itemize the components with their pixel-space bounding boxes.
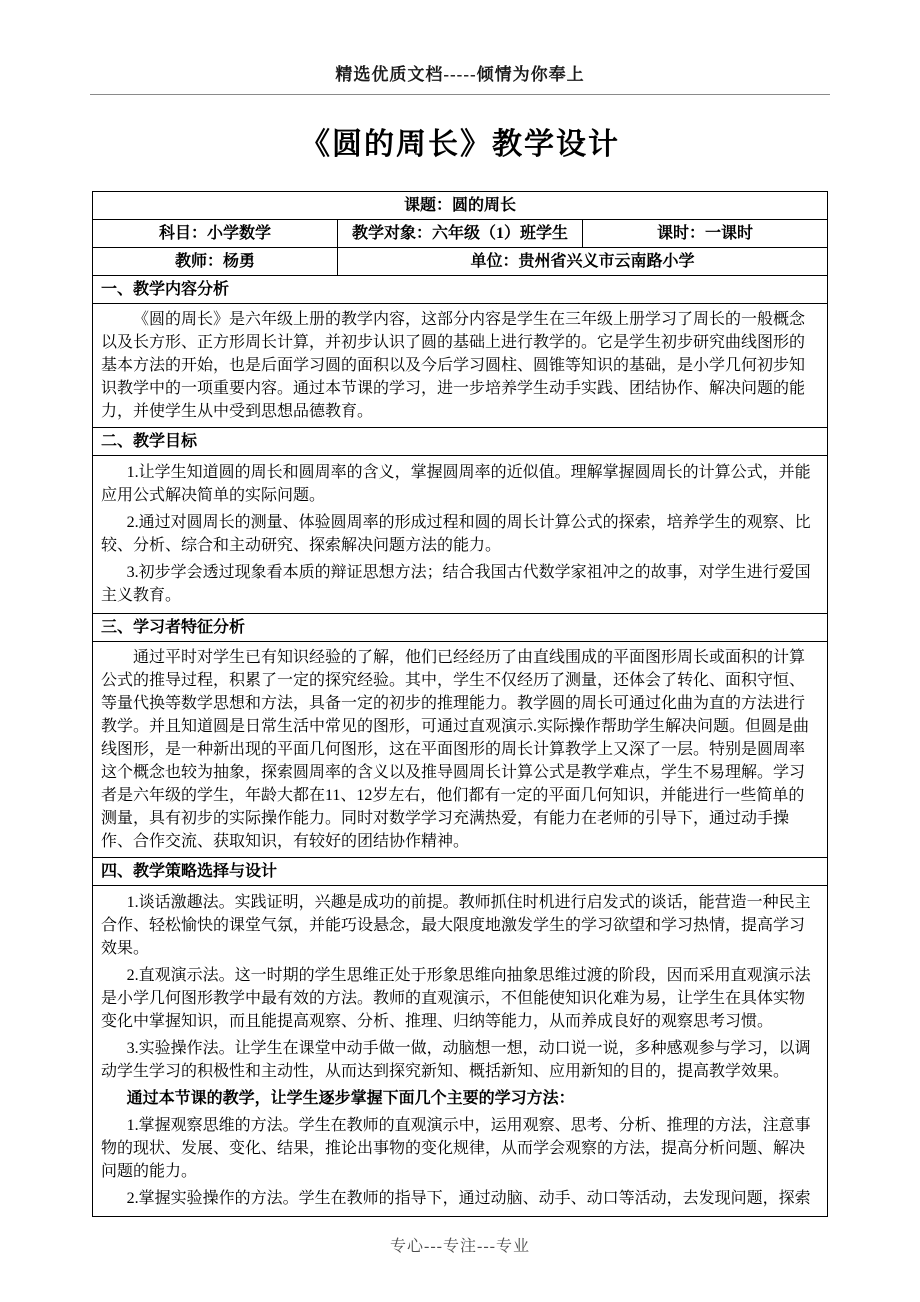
strategy-1: 1.谈话激趣法。实践证明，兴趣是成功的前提。教师抓住时机进行启发式的谈话，能营造一种民主合作、轻松愉快的课堂气氛，并能巧设悬念，最大限度地激发学生的学习欲望和学习热情，提高学习效果。 [101, 894, 811, 957]
page-title: 《圆的周长》教学设计 [300, 128, 620, 161]
section-heading-content-analysis: 一、教学内容分析 [93, 276, 828, 304]
learning-methods-intro: 通过本节课的教学，让学生逐步掌握下面几个主要的学习方法： [126, 1090, 575, 1107]
strategy-2: 2.直观演示法。这一时期的学生思维正处于形象思维向抽象思维过渡的阶段，因而采用直观演示法是小学几何图形教学中最有效的方法。教师的直观演示，不但能使知识化难为易，让学生在具体实物变化中掌握知识，而且能提高观察、分析、推理、归纳等能力，从而养成良好的观察思考习惯。 [101, 967, 811, 1030]
table-row-topic [93, 192, 828, 220]
unit-cell: 单位：贵州省兴义市云南路小学 [338, 248, 828, 276]
table-row-section-1-body [93, 304, 828, 428]
doc-footer-text: 专心---专注---专业 [390, 1238, 530, 1255]
section-body-content-analysis [93, 304, 828, 428]
doc-header-text: 精选优质文档-----倾情为你奉上 [335, 65, 585, 84]
table-row-section-1-heading [93, 276, 828, 304]
table-row-section-4-heading [93, 858, 828, 886]
section-heading-strategy-design: 四、教学策略选择与设计 [93, 858, 828, 886]
content-analysis-paragraph: 《圆的周长》是六年级上册的教学内容，这部分内容是学生在三年级上册学习了周长的一般概念以及长方形、正方形周长计算，并初步认识了圆的基础上进行教学的。它是学生初步研究曲线图形的基本方法的开始，也是后面学习圆的面积以及今后学习圆柱、圆锥等知识的基础，是小学几何初步知识教学中的一项重要内容。通过本节课的学习，进一步培养学生动手实践、团结协作、解决问题的能力，并使学生从中受到思想品德教育。 [101, 311, 806, 420]
section-heading-teaching-goals: 二、教学目标 [93, 428, 828, 456]
table-row-section-2-heading [93, 428, 828, 456]
header-divider [90, 94, 830, 95]
learning-method-2: 2.掌握实验操作的方法。学生在教师的指导下，通过动脑、动手、动口等活动，去发现问题，探索 [126, 1190, 811, 1207]
lesson-plan-table-body [93, 192, 828, 1217]
strategy-3: 3.实验操作法。让学生在课堂中动手做一做，动脑想一想，动口说一说，多种感观参与学习，以调动学生学习的积极性和主动性，从而达到探究新知、概括新知、应用新知的目的，提高教学效果。 [101, 1040, 811, 1080]
section-body-learner-analysis [93, 642, 828, 858]
lesson-plan-table [92, 191, 828, 1217]
teaching-goal-3: 3.初步学会透过现象看本质的辩证思想方法；结合我国古代数学家祖冲之的故事，对学生进行爱国主义教育。 [101, 564, 811, 604]
section-body-teaching-goals [93, 456, 828, 614]
teacher-cell: 教师：杨勇 [93, 248, 338, 276]
table-row-section-3-heading [93, 614, 828, 642]
table-row-section-3-body [93, 642, 828, 858]
audience-cell: 教学对象：六年级（1）班学生 [338, 220, 583, 248]
section-heading-learner-analysis: 三、学习者特征分析 [93, 614, 828, 642]
teaching-goal-2: 2.通过对圆周长的测量、体验圆周率的形成过程和圆的周长计算公式的探索，培养学生的观察、比较、分析、综合和主动研究、探索解决问题方法的能力。 [101, 514, 811, 554]
lesson-topic-cell: 课题：圆的周长 [93, 192, 828, 220]
section-body-strategy-design [93, 886, 828, 1217]
table-row-section-4-body [93, 886, 828, 1217]
learner-analysis-paragraph: 通过平时对学生已有知识经验的了解，他们已经经历了由直线围成的平面图形周长或面积的计算公式的推导过程，积累了一定的探究经验。其中，学生不仅经历了测量，还体会了转化、面积守恒、等量代换等数学思想和方法，具备一定的初步的推理能力。教学圆的周长可通过化曲为直的方法进行教学。并且知道圆是日常生活中常见的图形，可通过直观演示.实际操作帮助学生解决问题。但圆是曲线图形，是一种新出现的平面几何图形，这在平面图形的周长计算教学上又深了一层。特别是圆周率这个概念也较为抽象，探索圆周率的含义以及推导圆周长计算公式是教学难点，学生不易理解。学习者是六年级的学生，年龄大都在11、12岁左右，他们都有一定的平面几何知识，并能进行一些简单的测量，具有初步的实际操作能力。同时对数学学习充满热爱，有能力在老师的引导下，通过动手操作、合作交流、获取知识，有较好的团结协作精神。 [101, 649, 810, 850]
table-row-meta-1 [93, 220, 828, 248]
table-row-meta-2 [93, 248, 828, 276]
subject-cell: 科目：小学数学 [93, 220, 338, 248]
learning-method-1: 1.掌握观察思维的方法。学生在教师的直观演示中，运用观察、思考、分析、推理的方法，注意事物的现状、发展、变化、结果，推论出事物的变化规律，从而学会观察的方法，提高分析问题、解决问题的能力。 [101, 1117, 811, 1180]
table-row-section-2-body [93, 456, 828, 614]
period-cell: 课时：一课时 [583, 220, 828, 248]
teaching-goal-1: 1.让学生知道圆的周长和圆周率的含义，掌握圆周率的近似值。理解掌握圆周长的计算公式，并能应用公式解决简单的实际问题。 [101, 464, 811, 504]
